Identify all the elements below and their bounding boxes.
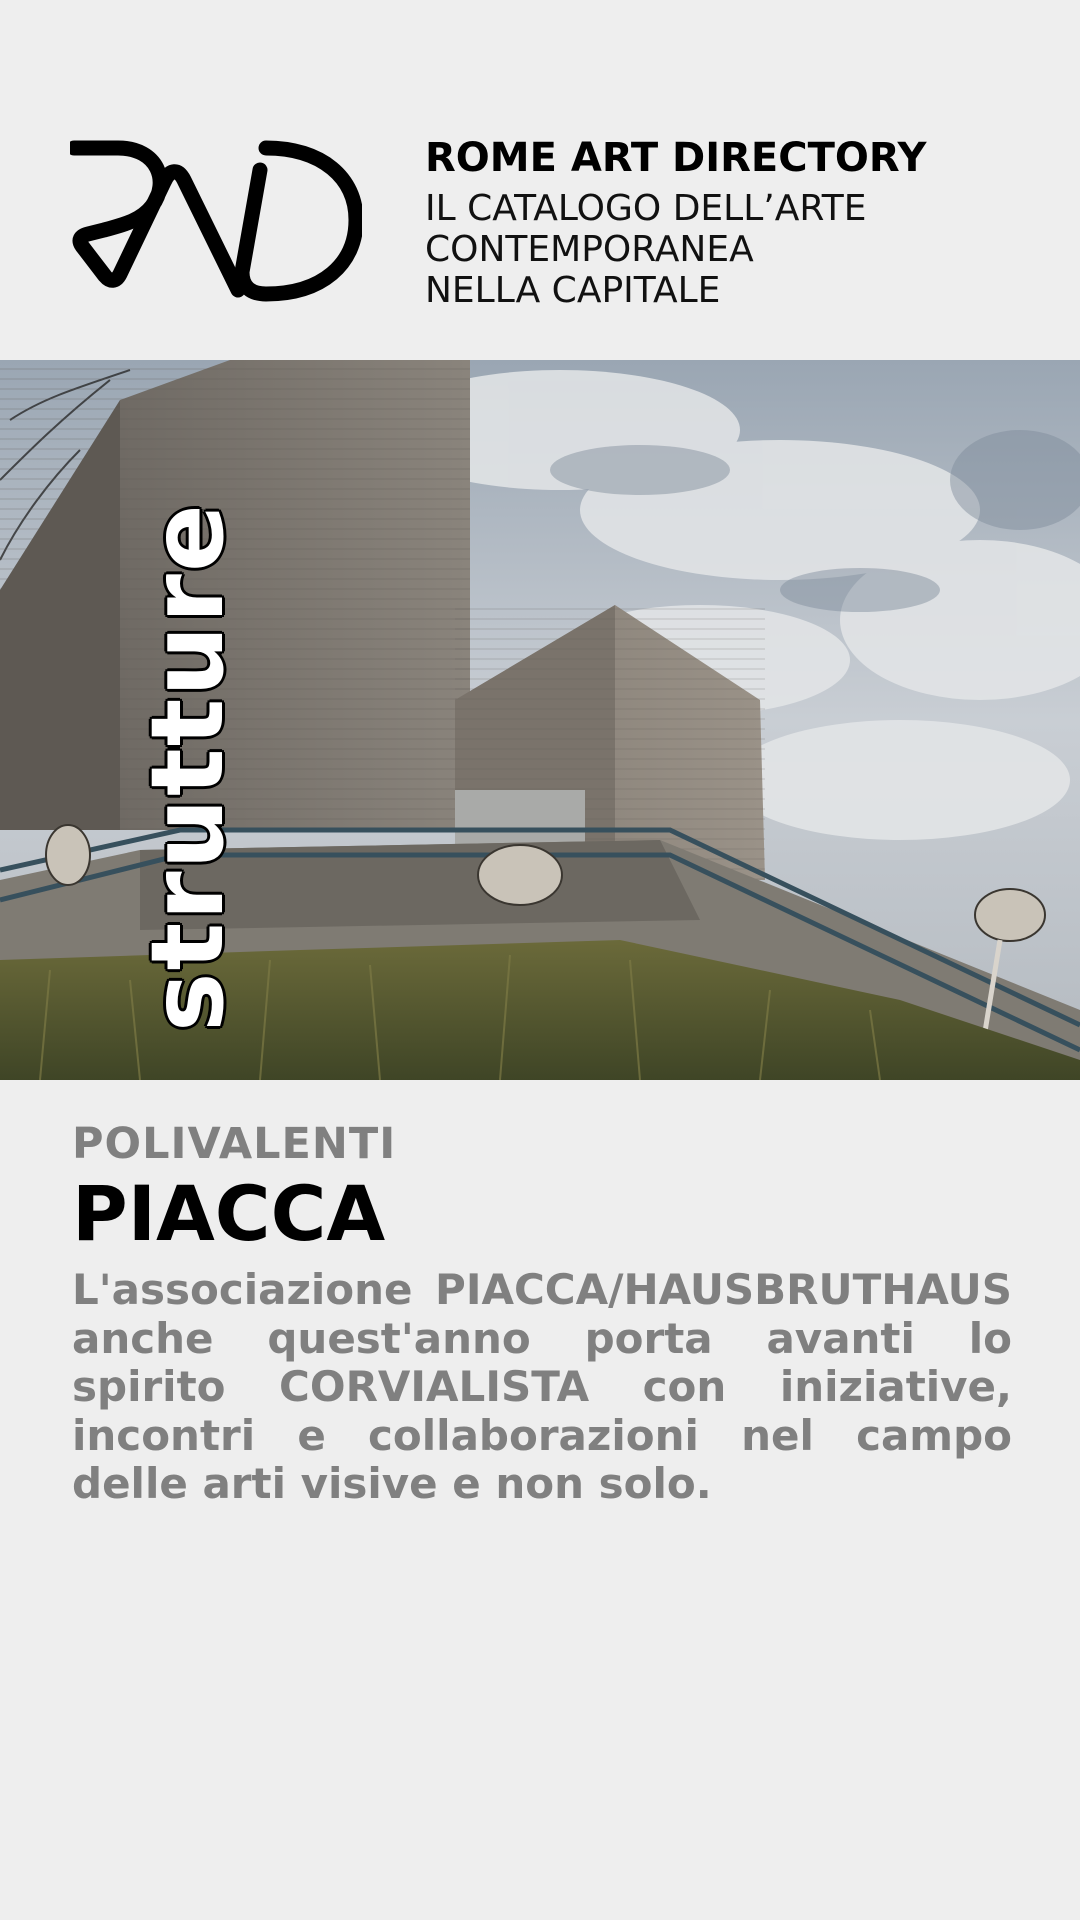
listing-description: L'associazione PIACCA/HAUSBRUTHAUS anche quest'anno porta avanti lo spirito CORVIALISTA con iniziative, incontri e collaborazioni nel campo delle arti visive e non solo. [72, 1265, 1012, 1508]
brand-subtitle-line-1: IL CATALOGO DELL’ARTE [425, 188, 867, 229]
listing-content [72, 1118, 1012, 1509]
brand-block [425, 128, 1065, 311]
listing-title: PIACCA [72, 1169, 386, 1258]
header [0, 0, 1080, 360]
section-label-vertical [44, 380, 246, 1032]
section-label-text: strutture [129, 502, 246, 1032]
listing-category: POLIVALENTI [72, 1119, 397, 1169]
brand-title: ROME ART DIRECTORY [425, 135, 927, 181]
brand-subtitle-line-2: CONTEMPORANEA [425, 229, 754, 270]
brand-subtitle-line-3: NELLA CAPITALE [425, 270, 721, 311]
rad-logo [70, 140, 362, 302]
